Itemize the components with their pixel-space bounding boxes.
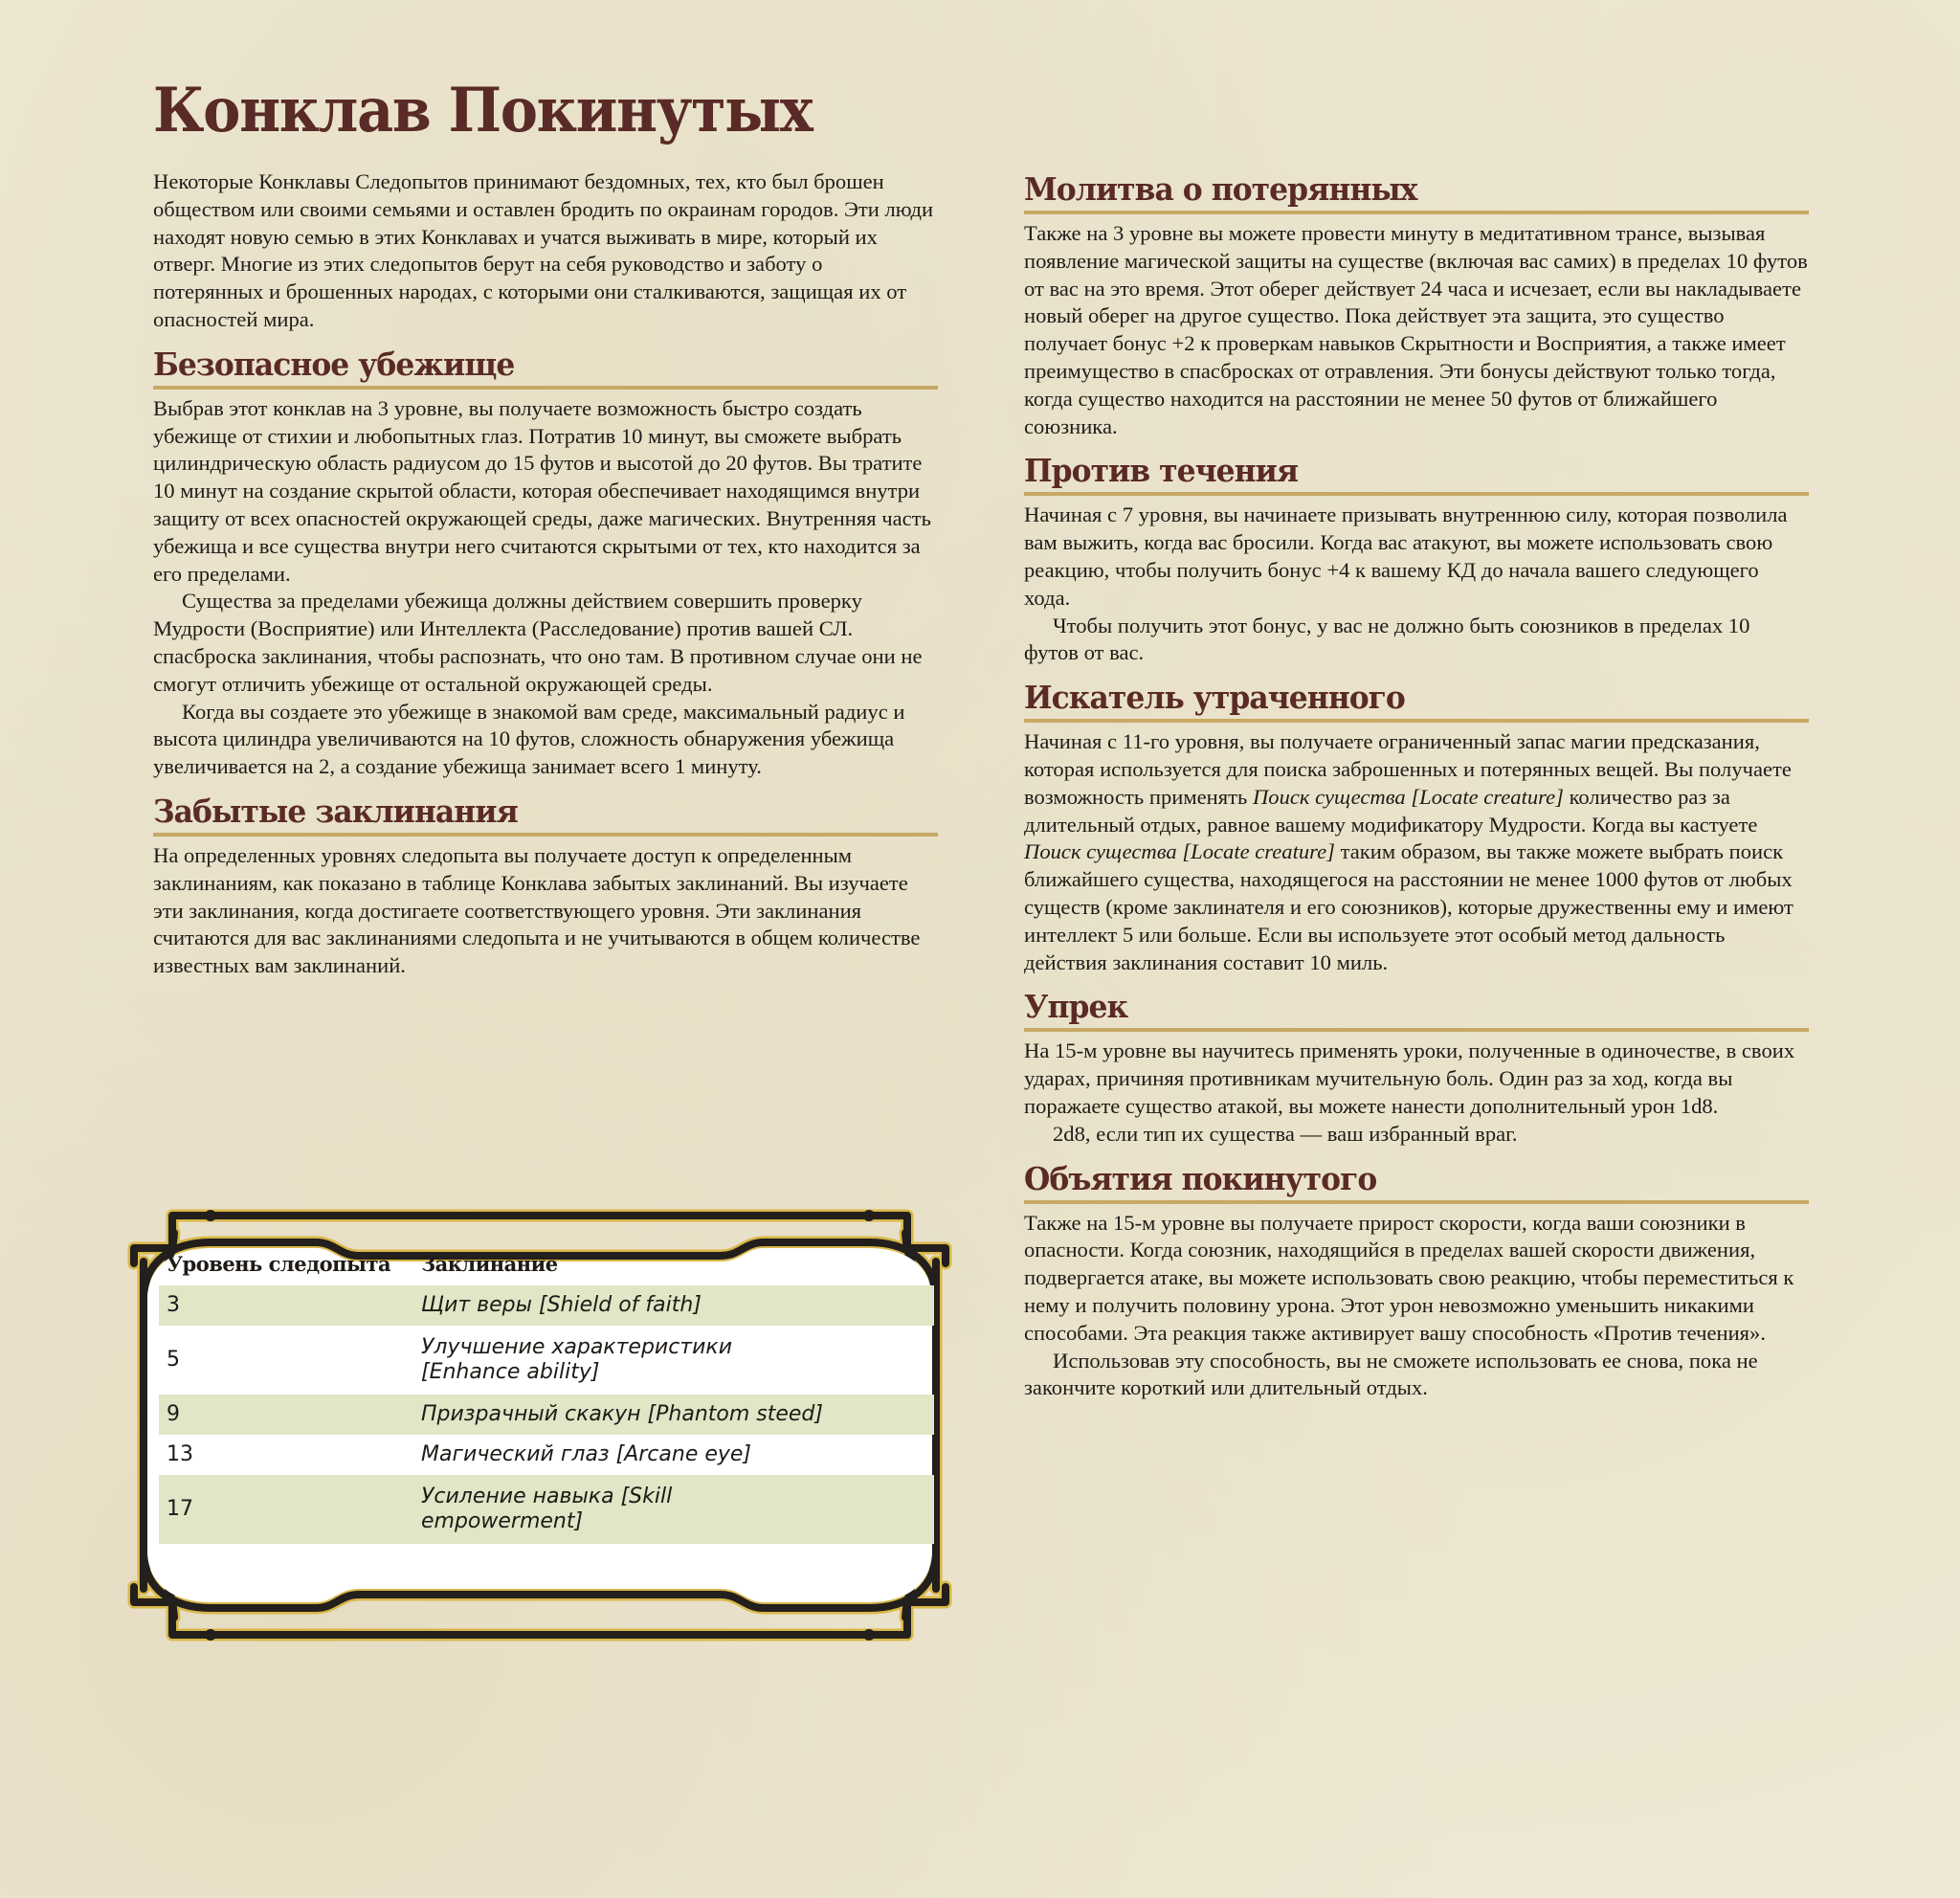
heading-rule bbox=[153, 386, 938, 390]
section-heading: Против течения bbox=[1024, 452, 1299, 490]
cell-spell: Усиление навыка [Skill empowerment] bbox=[413, 1475, 934, 1544]
cell-level: 9 bbox=[159, 1395, 413, 1435]
cell-spell: Щит веры [Shield of faith] bbox=[413, 1285, 934, 1326]
table-row bbox=[159, 1475, 934, 1544]
text-run: таким образом, вы также можете выбрать поиск ближайшего существа, находящегося на расстоянии не менее 1000 футов от любых существ (кроме заклинателя и его союзников), которые дружественны ему и имеют интеллект 5 или больше. Если вы используете этот особый метод дальность действия заклинания составит 10 миль. bbox=[1024, 839, 1793, 974]
heading-rule bbox=[1024, 1028, 1809, 1032]
spell-table-panel bbox=[153, 1242, 928, 1611]
cell-level: 5 bbox=[167, 1348, 180, 1372]
paragraph: 2d8, если тип их существа — ваш избранный враг. bbox=[1053, 1121, 1518, 1146]
paragraph: Использовав эту способность, вы не сможете использовать ее снова, пока не закончите короткий или длительный отдых. bbox=[1024, 1348, 1758, 1400]
paragraph: Существа за пределами убежища должны действием совершить проверку Мудрости (Восприятие) или Интеллекта (Расследование) против вашей СЛ. спасброска заклинания, чтобы распознать, что оно там. В противном случае они не смогут отличить убежище от остальной окружающей среды. bbox=[153, 589, 923, 696]
cell-spell: Улучшение характеристики [Enhance ability] bbox=[421, 1335, 733, 1384]
section-heading: Искатель утраченного bbox=[1024, 679, 1405, 717]
section-prayer-for-lost bbox=[1024, 170, 1809, 440]
table-header-row bbox=[159, 1252, 934, 1285]
paragraph: Выбрав этот конклав на 3 уровне, вы получаете возможность быстро создать убежище от стихии и любопытных глаз. Потратив 10 минут, вы сможете выбрать цилиндрическую область радиусом до 15 футов и высотой до 20 футов. Вы тратите 10 минут на создание скрытой области, которая обеспечивает находящимся внутри защиту от всех опасностей окружающей среды, даже магических. Внутренняя часть убежища и все существа внутри него считаются скрытыми от тех, кто находится за его пределами. bbox=[153, 395, 931, 586]
paragraph: Когда вы создаете это убежище в знакомой вам среде, максимальный радиус и высота цилиндра увеличиваются на 10 футов, сложность обнаружения убежища увеличивается на 2, а создание убежища занимает всего 1 минуту. bbox=[153, 699, 905, 779]
cell-level: 13 bbox=[167, 1442, 193, 1466]
section-safe-haven bbox=[153, 334, 938, 781]
cell-spell: Магический глаз [Arcane eye] bbox=[421, 1442, 752, 1466]
cell-spell: Призрачный скакун [Phantom steed] bbox=[413, 1395, 934, 1435]
section-against-current bbox=[1024, 440, 1809, 667]
table-row bbox=[159, 1435, 934, 1475]
intro-paragraph: Некоторые Конклавы Следопытов принимают бездомных, тех, кто был брошен обществом или своими семьями и оставлен бродить по окраинам городов. Эти люди находят новую семью в этих Конклавах и учатся выживать в мире, который их отверг. Многие из этих следопытов берут на себя руководство и заботу о потерянных и брошенных народах, с которыми они сталкиваются, защищая их от опасностей мира. bbox=[153, 169, 934, 331]
table-row bbox=[159, 1326, 934, 1395]
paragraph: На 15-м уровне вы научитесь применять уроки, полученные в одиночестве, в своих ударах, причиняя противникам мучительную боль. Один раз за ход, когда вы поражаете существо атакой, вы можете нанести дополнительный урон 1d8. bbox=[1024, 1038, 1795, 1118]
spell-reference: Поиск существа [Locate creature] bbox=[1252, 784, 1564, 809]
column-header-level: Уровень следопыта bbox=[167, 1252, 391, 1276]
paragraph: Также на 15-м уровне вы получаете прирост скорости, когда ваши союзники в опасности. Когда союзник, находящийся в пределах вашей скорости движения, подвергается атаке, вы можете использовать свою реакцию, чтобы переместиться к нему и получить половину урона. Этот урон невозможно уменьшить никакими способами. Эта реакция также активирует вашу способность «Против течения». bbox=[1024, 1210, 1794, 1345]
section-embrace-of-forsaken bbox=[1024, 1149, 1809, 1403]
heading-rule bbox=[153, 833, 938, 837]
paragraph: Чтобы получить этот бонус, у вас не должно быть союзников в пределах 10 футов от вас. bbox=[1024, 613, 1750, 665]
right-column bbox=[1024, 170, 1809, 1402]
heading-rule bbox=[1024, 1200, 1809, 1204]
section-heading: Безопасное убежище bbox=[153, 345, 515, 383]
text-run: количество раз за длительный отдых, равное вашему модификатору Мудрости. Когда вы кастуете bbox=[1024, 784, 1758, 837]
section-seeker-of-lost bbox=[1024, 667, 1809, 976]
paragraph: Также на 3 уровне вы можете провести минуту в медитативном трансе, вызывая появление магической защиты на существе (включая вас самих) в пределах 10 футов от вас на это время. Этот оберег действует 24 часа и исчезает, если вы накладываете новый оберег на другое существо. Пока действует эта защита, это существо получает бонус +2 к проверкам навыков Скрытности и Восприятия, а также имеет преимущество в спасбросках от отравления. Эти бонусы действуют только тогда, когда существо находится на расстоянии не менее 50 футов от ближайшего союзника. bbox=[1024, 221, 1808, 438]
paragraph: Начиная с 7 уровня, вы начинаете призывать внутреннюю силу, которая позволила вам выжить, когда вас бросили. Когда вас атакуют, вы можете использовать свою реакцию, чтобы получить бонус +4 к вашему КД до начала вашего следующего хода. bbox=[1024, 502, 1788, 610]
left-column bbox=[153, 168, 938, 980]
section-reproach bbox=[1024, 976, 1809, 1148]
table-row bbox=[159, 1285, 934, 1326]
spell-reference: Поиск существа [Locate creature] bbox=[1024, 839, 1335, 864]
heading-rule bbox=[1024, 492, 1809, 496]
text-run: Начиная с 11-го уровня, вы получаете ограниченный запас магии предсказания, которая используется для поиска заброшенных и потерянных вещей. Вы получаете возможность применять bbox=[1024, 729, 1792, 809]
column-header-spell: Заклинание bbox=[421, 1252, 558, 1276]
paragraph bbox=[1024, 728, 1809, 976]
cell-level: 17 bbox=[159, 1475, 413, 1544]
paragraph: На определенных уровнях следопыта вы получаете доступ к определенным заклинаниям, как показано в таблице Конклава забытых заклинаний. Вы изучаете эти заклинания, когда достигаете соответствующего уровня. Эти заклинания считаются для вас заклинаниями следопыта и не учитываются в общем количестве известных вам заклинаний. bbox=[153, 842, 921, 978]
spell-table bbox=[159, 1252, 934, 1544]
section-heading: Забытые заклинания bbox=[153, 792, 518, 830]
cell-level: 3 bbox=[159, 1285, 413, 1326]
section-forgotten-spells bbox=[153, 781, 938, 980]
heading-rule bbox=[1024, 211, 1809, 214]
section-heading: Упрек bbox=[1024, 988, 1128, 1026]
page-title: Конклав Покинутых bbox=[153, 75, 813, 146]
heading-rule bbox=[1024, 719, 1809, 723]
section-heading: Объятия покинутого bbox=[1024, 1159, 1377, 1197]
section-heading: Молитва о потерянных bbox=[1024, 170, 1417, 208]
table-row bbox=[159, 1395, 934, 1435]
